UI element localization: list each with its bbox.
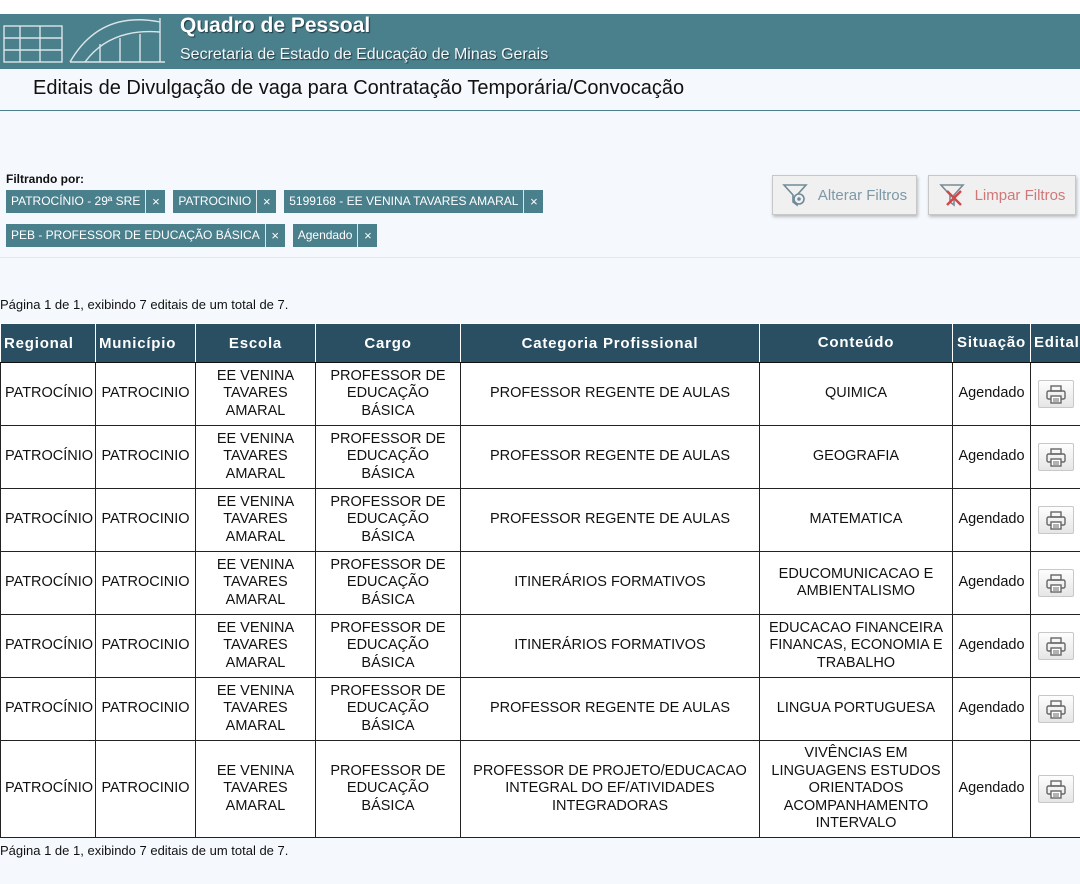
cell-edital [1031,741,1080,838]
cell-escola: EE VENINA TAVARES AMARAL [196,678,316,741]
cell-situacao: Agendado [953,426,1031,489]
cell-edital [1031,426,1080,489]
filter-chip [173,190,276,213]
pagination-info: Página 1 de 1, exibindo 7 editais de um total de 7. [0,843,289,858]
table-row [1,615,1080,678]
cell-regional: PATROCÍNIO [1,552,96,615]
cell-conteudo: EDUCACAO FINANCEIRA FINANCAS, ECONOMIA E TRABALHO [760,615,953,678]
filter-chip [6,224,285,247]
pagination-info: Página 1 de 1, exibindo 7 editais de um total de 7. [0,297,289,312]
cell-regional: PATROCÍNIO [1,741,96,838]
cell-situacao: Agendado [953,489,1031,552]
cell-edital [1031,615,1080,678]
header-banner [0,14,1080,69]
printer-icon [1045,448,1067,468]
filter-clear-icon [939,181,967,209]
column-header-conteudo[interactable]: Conteúdo [760,324,953,363]
cell-categoria: PROFESSOR DE PROJETO/EDUCACAO INTEGRAL DO EF/ATIVIDADES INTEGRADORAS [461,741,760,838]
filter-chip-label: Agendado [297,228,353,242]
divider [0,257,1080,258]
column-header-municipio[interactable]: Município [96,324,196,363]
alter-filters-label: Alterar Filtros [817,186,908,204]
cell-situacao: Agendado [953,678,1031,741]
cell-conteudo: MATEMATICA [760,489,953,552]
column-header-situacao[interactable]: Situação [953,324,1031,363]
cell-categoria: PROFESSOR REGENTE DE AULAS [461,678,760,741]
table-row [1,489,1080,552]
filter-chip [6,190,165,213]
remove-filter-close-icon[interactable]: × [256,190,276,213]
print-edital-button[interactable] [1038,632,1074,660]
cell-edital [1031,678,1080,741]
clear-filters-button[interactable] [928,175,1076,215]
column-header-cargo[interactable]: Cargo [316,324,461,363]
cell-escola: EE VENINA TAVARES AMARAL [196,615,316,678]
table-row [1,741,1080,838]
cell-edital [1031,489,1080,552]
cell-regional: PATROCÍNIO [1,489,96,552]
cell-cargo: PROFESSOR DE EDUCAÇÃO BÁSICA [316,426,461,489]
cell-edital [1031,363,1080,426]
table-row [1,426,1080,489]
cell-cargo: PROFESSOR DE EDUCAÇÃO BÁSICA [316,615,461,678]
cell-conteudo: GEOGRAFIA [760,426,953,489]
editais-table [0,323,1080,838]
print-edital-button[interactable] [1038,775,1074,803]
filter-chip-row [6,224,746,247]
remove-filter-close-icon[interactable]: × [265,224,285,247]
table-header-row [1,324,1080,363]
cell-conteudo: LINGUA PORTUGUESA [760,678,953,741]
cell-municipio: PATROCINIO [96,363,196,426]
print-edital-button[interactable] [1038,506,1074,534]
cell-situacao: Agendado [953,363,1031,426]
cell-regional: PATROCÍNIO [1,678,96,741]
cell-cargo: PROFESSOR DE EDUCAÇÃO BÁSICA [316,489,461,552]
filter-chip-label: 5199168 - EE VENINA TAVARES AMARAL [289,194,519,208]
cell-edital [1031,552,1080,615]
cell-municipio: PATROCINIO [96,552,196,615]
cell-situacao: Agendado [953,741,1031,838]
cell-escola: EE VENINA TAVARES AMARAL [196,363,316,426]
cell-conteudo: QUIMICA [760,363,953,426]
active-filters [6,190,746,258]
cell-regional: PATROCÍNIO [1,615,96,678]
cell-cargo: PROFESSOR DE EDUCAÇÃO BÁSICA [316,678,461,741]
filter-chip [293,224,378,247]
printer-icon [1045,780,1067,800]
column-header-categoria[interactable]: Categoria Profissional [461,324,760,363]
print-edital-button[interactable] [1038,443,1074,471]
divider [0,110,1080,111]
filter-chip [284,190,543,213]
printer-icon [1045,385,1067,405]
cell-escola: EE VENINA TAVARES AMARAL [196,426,316,489]
filter-chip-label: PEB - PROFESSOR DE EDUCAÇÃO BÁSICA [11,228,260,242]
alter-filters-button[interactable] [772,175,917,215]
printer-icon [1045,574,1067,594]
column-header-edital[interactable]: Edital [1031,324,1080,363]
filter-chip-label: PATROCÍNIO - 29ª SRE [11,194,141,208]
remove-filter-close-icon[interactable]: × [523,190,543,213]
print-edital-button[interactable] [1038,380,1074,408]
table-row [1,678,1080,741]
cell-categoria: ITINERÁRIOS FORMATIVOS [461,552,760,615]
cell-regional: PATROCÍNIO [1,363,96,426]
cell-regional: PATROCÍNIO [1,426,96,489]
cell-municipio: PATROCINIO [96,678,196,741]
top-strip [0,0,1080,14]
filter-label: Filtrando por: [6,172,84,186]
cell-cargo: PROFESSOR DE EDUCAÇÃO BÁSICA [316,552,461,615]
cell-municipio: PATROCINIO [96,426,196,489]
remove-filter-close-icon[interactable]: × [145,190,165,213]
filter-chip-label: PATROCINIO [178,194,252,208]
cell-escola: EE VENINA TAVARES AMARAL [196,489,316,552]
cell-escola: EE VENINA TAVARES AMARAL [196,741,316,838]
page-title: Editais de Divulgação de vaga para Contratação Temporária/Convocação [33,77,685,99]
column-header-regional[interactable]: Regional [1,324,96,363]
cell-categoria: PROFESSOR REGENTE DE AULAS [461,363,760,426]
printer-icon [1045,700,1067,720]
print-edital-button[interactable] [1038,569,1074,597]
cell-municipio: PATROCINIO [96,615,196,678]
cell-cargo: PROFESSOR DE EDUCAÇÃO BÁSICA [316,741,461,838]
cell-situacao: Agendado [953,552,1031,615]
printer-icon [1045,511,1067,531]
app-title: Quadro de Pessoal [180,14,371,37]
cell-situacao: Agendado [953,615,1031,678]
cell-municipio: PATROCINIO [96,489,196,552]
printer-icon [1045,637,1067,657]
table-row [1,363,1080,426]
print-edital-button[interactable] [1038,695,1074,723]
filter-chip-row [6,190,746,213]
app-subtitle: Secretaria de Estado de Educação de Minas Gerais [180,46,549,63]
remove-filter-close-icon[interactable]: × [357,224,377,247]
table-row [1,552,1080,615]
cell-municipio: PATROCINIO [96,741,196,838]
cell-cargo: PROFESSOR DE EDUCAÇÃO BÁSICA [316,363,461,426]
clear-filters-label: Limpar Filtros [974,186,1066,204]
building-illustration [0,14,170,69]
filter-gear-icon [782,181,810,209]
cell-conteudo: EDUCOMUNICACAO E AMBIENTALISMO [760,552,953,615]
cell-categoria: ITINERÁRIOS FORMATIVOS [461,615,760,678]
column-header-escola[interactable]: Escola [196,324,316,363]
cell-categoria: PROFESSOR REGENTE DE AULAS [461,489,760,552]
cell-categoria: PROFESSOR REGENTE DE AULAS [461,426,760,489]
cell-conteudo: VIVÊNCIAS EM LINGUAGENS ESTUDOS ORIENTADOS ACOMPANHAMENTO INTERVALO [760,741,953,838]
cell-escola: EE VENINA TAVARES AMARAL [196,552,316,615]
